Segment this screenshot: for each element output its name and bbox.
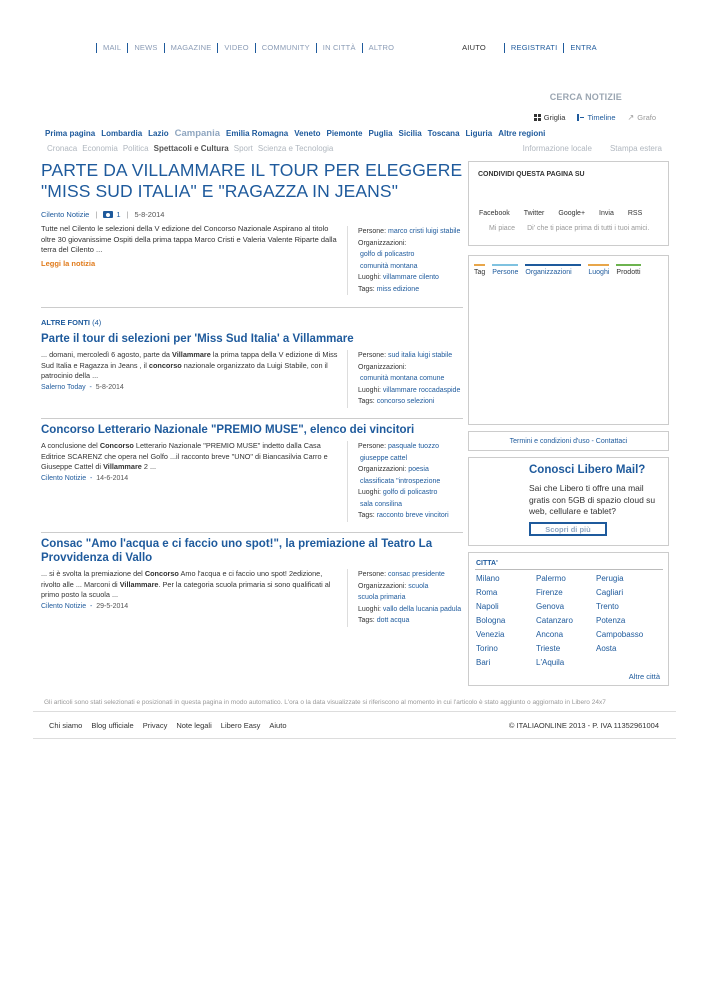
tag-persone[interactable]: giuseppe cattel [359,454,408,462]
source-tags-panel [347,569,463,627]
city-link[interactable]: Bari [476,657,491,667]
footer-help[interactable]: Aiuto [269,721,287,730]
footer-about[interactable]: Chi siamo [49,721,83,730]
luoghi-label: Luoghi: [358,489,381,496]
view-grid-button[interactable] [534,113,566,122]
category-politica[interactable]: Politica [122,144,149,153]
city-link[interactable]: Venezia [476,629,505,639]
nav-login[interactable]: ENTRA [563,43,602,53]
separator: | [95,210,98,219]
source-name[interactable]: Cilento Notizie [41,474,87,482]
camera-icon [103,211,113,218]
city-link[interactable]: Cagliari [596,587,624,597]
city-link[interactable]: Catanzaro [536,615,573,625]
region-puglia[interactable]: Puglia [368,129,393,138]
more-cities-link[interactable]: Altre città [628,672,660,681]
source-meta: Salerno Today - 5-8-2014 [41,383,124,391]
main-article-column [41,160,463,633]
photo-count: 1 [116,210,121,219]
share-facebook[interactable]: Facebook [479,210,510,217]
topic-foreign-press[interactable]: Stampa estera [609,144,662,153]
tag-luoghi[interactable]: sala consilina [359,500,402,508]
source-date: 5-8-2014 [95,383,124,391]
terms-link[interactable]: Termini e condizioni d'uso - Contattaci [509,437,628,445]
city-link[interactable]: Perugia [596,574,624,583]
tab-luoghi[interactable]: Luoghi [588,264,609,276]
snippet-bold: concorso [148,360,182,370]
timeline-icon [577,114,584,121]
org-label: Organizzazioni: [358,466,407,473]
region-veneto[interactable]: Veneto [294,129,321,138]
tag-tags[interactable]: racconto breve vincitori [376,512,449,519]
tag-tags[interactable]: dott acqua [376,617,410,624]
category-cronaca[interactable]: Cronaca [47,144,78,153]
cities-grid [476,573,656,669]
mail-promo-title: Conosci Libero Mail? [529,464,646,476]
topic-links [523,144,662,153]
like-widget [489,225,649,232]
snippet-bold: Villammare [172,350,211,359]
region-lombardia[interactable]: Lombardia [101,129,143,138]
discover-more-button[interactable]: Scopri di più [529,522,607,536]
article-date: 5-8-2014 [134,210,165,219]
snippet-text: Letterario Nazionale "PREMIO MUSE" indetto dalla Casa Editrice SCARENZ che opera nel Golfo ...il racconto breve "UNO" di Biancasilvia Carro e Giuseppe Cattel di [41,441,328,471]
luoghi-label: Luoghi: [358,605,381,613]
source-tags-panel [347,441,463,522]
source-date: 14-6-2014 [96,474,129,482]
tag-org[interactable]: comunità montana comune [359,375,445,382]
tag-org[interactable]: golfo di policastro [359,251,415,258]
region-prima-pagina[interactable]: Prima pagina [45,129,96,138]
footer-links [49,721,287,730]
snippet-bold: Villammare [119,579,159,589]
source-title[interactable]: Consac "Amo l'acqua e ci faccio uno spot!", la premiazione al Teatro La Provvidenza di Vallo [41,538,433,564]
tag-org[interactable]: comunità montana [359,262,418,270]
source-meta: Cilento Notizie - 29-5-2014 [41,602,129,610]
share-twitter[interactable]: Twitter [523,210,545,217]
article-source[interactable]: Cilento Notizie [41,210,90,219]
tag-tags[interactable]: miss edizione [376,285,420,293]
category-spettacoli-cultura[interactable]: Spettacoli e Cultura [153,144,229,153]
view-switch [534,113,656,122]
top-navigation [96,42,603,54]
region-piemonte[interactable]: Piemonte [326,129,363,138]
tab-persone[interactable]: Persone [492,264,518,276]
source-name[interactable]: Cilento Notizie [41,602,87,610]
luoghi-label: Luoghi: [358,386,381,394]
org-label: Organizzazioni: [358,582,407,590]
copyright: © ITALIAONLINE 2013 - P. IVA 11352961004 [508,721,659,730]
tag-luoghi[interactable]: vallo della lucania padula [382,605,462,613]
tag-org[interactable]: scuola primaria [358,594,406,601]
region-emilia-romagna[interactable]: Emilia Romagna [226,129,289,138]
other-sources-header [41,318,463,327]
view-grid-label: Griglia [543,113,566,122]
tag-persone[interactable]: marco cristi luigi stabile [387,228,461,235]
divider [41,418,463,419]
photo-count-badge[interactable] [103,210,120,219]
snippet-text: nazionale organizzato da Luigi Stabile, con il patrocinio della ... [41,360,328,380]
tag-persone[interactable]: sud italia luigi stabile [387,352,453,359]
source-item [41,423,463,533]
source-item [41,332,463,419]
view-graph-label: Grafo [637,113,656,122]
source-item [41,537,463,633]
view-timeline-label: Timeline [587,113,616,122]
persone-label: Persone: [358,571,387,578]
share-google[interactable]: Google+ [558,210,586,217]
city-link[interactable]: Milano [476,574,500,583]
tags-label: Tags: [358,512,375,519]
tag-cloud-box [468,255,669,425]
graph-icon: ↗ [627,113,635,122]
source-snippet [41,569,343,633]
libero-mail-promo [468,457,669,546]
nav-community[interactable]: COMMUNITY [255,43,316,53]
share-links [479,210,656,217]
tab-tag[interactable]: Tag [474,264,485,276]
region-altre-regioni[interactable]: Altre regioni [498,129,546,138]
tag-org[interactable]: classificata "introspezione [359,477,441,485]
cities-box [468,552,669,686]
tags-label: Tags: [358,285,375,293]
separator: | [126,210,129,219]
nav-news[interactable]: NEWS [127,43,163,53]
source-title[interactable]: Concorso Letterario Nazionale "PREMIO MUSE", elenco dei vincitori [41,424,415,436]
divider [475,569,663,570]
tab-organizzazioni[interactable]: Organizzazioni [525,264,581,276]
article-summary: Tutte nel Cilento le selezioni della V edizione del Concorso Nazionale Aspirano al titolo oltre 30 giovanissime Ospiti della prima tappa Marco Cristi e Valeria Valente Riparte dalla terra del Cilento ... [41,224,337,254]
nav-help[interactable]: AIUTO [462,43,486,52]
category-sport[interactable]: Sport [233,144,253,153]
other-sources-count: (4) [92,318,102,327]
city-link[interactable]: Torino [476,643,498,653]
snippet-bold: Villammare [103,462,142,471]
snippet-bold: Concorso [99,441,134,450]
cities-title: CITTA' [476,560,498,567]
snippet-text: . Per la categoria scuola primaria si sono qualificati al primo posto la scuola ... [41,579,331,599]
source-body [41,350,463,414]
tag-persone[interactable]: consac presidente [387,571,445,578]
article-summary-block [41,224,343,308]
nav-video[interactable]: VIDEO [217,43,254,53]
tag-tabs [474,264,641,276]
city-link[interactable]: Bologna [476,615,506,625]
tag-org[interactable]: poesia [408,466,429,473]
nav-mail[interactable]: MAIL [96,43,127,53]
article-tags-panel [347,226,463,295]
tag-persone[interactable]: pasquale tuozzo [387,443,439,450]
nav-altro[interactable]: ALTRO [362,43,400,53]
share-rss[interactable]: RSS [627,210,643,217]
divider [41,532,463,533]
share-email[interactable]: Invia [599,210,614,217]
city-link[interactable]: Potenza [596,615,626,625]
region-toscana[interactable]: Toscana [427,129,460,138]
source-title[interactable]: Parte il tour di selezioni per 'Miss Sud Italia' a Villammare [41,333,354,345]
category-scienza-tecnologia[interactable]: Scienza e Tecnologia [257,144,334,153]
tag-tags[interactable]: concorso selezioni [376,398,435,405]
tag-luoghi[interactable]: golfo di policastro [382,489,438,496]
snippet-text: A conclusione del [41,441,100,450]
disclaimer: Gli articoli sono stati selezionati e posizionati in questa pagina in modo automatico. L'ora o la data visualizzate si riferiscono al momento in cui l'articolo è stato aggiunto o aggiornato in Libero 24x7 [44,699,606,706]
share-box [468,161,669,246]
tags-label: Tags: [358,398,375,405]
view-graph-button[interactable] [628,113,656,122]
persone-label: Persone: [358,443,387,450]
footer-blog[interactable]: Blog ufficiale [91,721,134,730]
grid-icon [534,114,541,121]
article-meta [41,210,463,219]
city-link[interactable]: Campobasso [596,629,644,639]
persone-label: Persone: [358,352,387,359]
nav-register[interactable]: REGISTRATI [504,43,563,53]
topic-local-info[interactable]: Informazione locale [522,144,592,153]
snippet-text: la prima tappa della V edizione di Miss Sud Italia e Ragazza in Jeans , il [41,350,338,370]
tag-luoghi[interactable]: villammare roccadaspide [382,386,461,394]
source-snippet [41,441,343,528]
snippet-text: Amo l'acqua e ci faccio uno spot! 2edizione, rivolto alle ... Marconi di [41,569,323,589]
city-link[interactable]: Roma [476,587,498,597]
article-headline[interactable]: PARTE DA VILLAMMARE IL TOUR PER ELEGGERE "MISS SUD ITALIA" E "RAGAZZA IN JEANS" [41,160,463,201]
persone-label: Persone: [358,228,387,235]
snippet-text: ... domani, mercoledì 6 agosto, parte da [41,350,173,359]
city-link[interactable]: Palermo [536,574,566,583]
like-text: Di' che ti piace prima di tutti i tuoi amici. [527,225,650,232]
city-link[interactable]: Napoli [476,601,499,611]
footer-legal[interactable]: Note legali [176,721,212,730]
city-link[interactable]: Aosta [596,643,617,653]
city-link[interactable]: Trieste [536,643,561,653]
source-meta: Cilento Notizie - 14-6-2014 [41,474,129,482]
city-link[interactable]: L'Aquila [536,657,565,667]
category-economia[interactable]: Economia [82,144,118,153]
tag-org[interactable]: scuola [408,582,429,590]
category-navigation [47,144,333,153]
source-date: 29-5-2014 [96,602,129,610]
share-title: CONDIVIDI QUESTA PAGINA SU [478,171,585,178]
snippet-bold: Concorso [144,569,179,578]
like-button[interactable]: Mi piace [489,225,516,232]
search-news-label[interactable]: CERCA NOTIZIE [549,92,622,102]
snippet-text: 2 ... [141,462,157,471]
terms-box [468,431,669,451]
source-snippet [41,350,343,414]
tab-prodotti[interactable]: Prodotti [616,264,640,276]
tag-luoghi[interactable]: villammare cilento [382,274,439,281]
mail-promo-desc: Sai che Libero ti offre una mail gratis con 5GB di spazio cloud su web, cellulare e tablet? [529,483,656,516]
region-liguria[interactable]: Liguria [465,129,493,138]
source-body [41,441,463,528]
footer-privacy[interactable]: Privacy [142,721,168,730]
nav-incitta[interactable]: IN CITTÀ [316,43,362,53]
luoghi-label: Luoghi: [358,274,381,281]
view-timeline-button[interactable] [577,113,615,122]
city-link[interactable]: Ancona [536,629,564,639]
city-link[interactable]: Genova [536,601,565,611]
region-sicilia[interactable]: Sicilia [398,129,422,138]
read-more-link[interactable]: Leggi la notizia [41,258,96,268]
footer-libero-easy[interactable]: Libero Easy [220,721,261,730]
region-navigation [45,128,545,139]
city-link[interactable]: Firenze [536,587,563,597]
main-article-body [41,224,463,308]
region-lazio[interactable]: Lazio [148,129,169,138]
other-sources-title: ALTRE FONTI [41,318,91,327]
org-label: Organizzazioni: [358,363,407,371]
source-name[interactable]: Salerno Today [41,383,86,391]
source-body [41,569,463,633]
region-campania[interactable]: Campania [174,128,221,139]
nav-magazine[interactable]: MAGAZINE [164,43,218,53]
footer [33,711,676,739]
snippet-text: ... si è svolta la premiazione del [41,569,145,578]
org-label: Organizzazioni: [358,239,407,247]
city-link[interactable]: Trento [596,601,619,611]
tags-label: Tags: [358,617,375,624]
source-tags-panel [347,350,463,408]
